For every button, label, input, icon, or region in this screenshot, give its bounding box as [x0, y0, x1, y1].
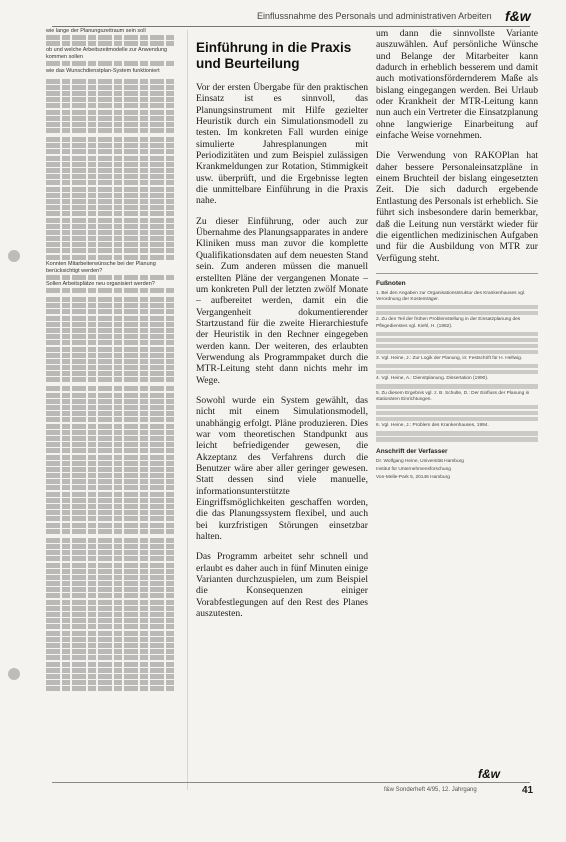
- list-item: Konnten Mitarbeiterwünsche bei der Planung berücksichtigt werden?: [46, 260, 156, 274]
- paragraph: Zu dieser Einführung, oder auch zur Übernahme des Planungsapparates in andere Kliniken muss man zuvor die komplette Qualifikationsdaten auf dem neuesten Stand sein. Zum anderen müssen die manuell erstellten Pläne der vergangenen Monate – um konkreten Pull der letzten zwölf Monate – aufbereitet werden, damit ein die Vergangenheit dokumentierender Startzustand für die zweite Hierarchiestufe der Heuristik in den Rechner eingegeben werden kann. Der weiteren, des erlaubten Verwendung als Programmpaket durch die MTR-Leitung steht dann nichts mehr im Wege.: [196, 215, 368, 386]
- text-block: [46, 79, 174, 134]
- author-line: Von-Melle-Park 5, 20146 Hamburg: [376, 475, 450, 481]
- punch-hole: [8, 668, 20, 680]
- footer-logo: f&w: [478, 767, 500, 781]
- footnote: 6. Vgl. Heine, J.: Problem des Krankenhauses, 1994.: [376, 423, 538, 441]
- punch-hole: [8, 250, 20, 262]
- footnote: 5. Zu diesem Ergebnis vgl. z. B. Schulte, D.: Der Einfluss der Planung in stationären Einrichtungen.: [376, 391, 538, 422]
- text-block: [46, 137, 174, 293]
- list-item: wie das Wunschdienstplan-System funktioniert: [46, 67, 160, 74]
- footnote: 2. Zu den Teil der frühen Problemstellung in der Einsatzplanung des Pflegedienstes vgl. Kiehl, H. (1982).: [376, 317, 538, 354]
- paragraph: um dann die sinnvollste Variante auszuwählen. Auf persönliche Wünsche und Belange der Mitarbeiter kann dadurch in erheblich besserem und damit auch motivationsfördernderem Maße als bislang eingegangen werden. Bei Urlaub oder Krankheit der MTR-Leitung kann nun auch ein Vertreter die Einsatzplanung ohne langwierige Einarbeitung auf einfache Weise vornehmen.: [376, 28, 538, 142]
- author-line: Dr. Wolfgang Heine, Universität Hamburg: [376, 458, 464, 464]
- page-header: [52, 10, 530, 27]
- paragraph: Sowohl wurde ein System gewählt, das nicht mit einem Simulationsmodell, unabhängig erfolgt. Pläne produzieren. Dies war vom theoretischen Standpunkt aus leicht befriedigender gewesen, die Akzeptanz des Verfahrens durch die Benutzer wäre aber aller geringer gewesen. Statt dessen sind viele manuelle, informationsunterstützte Eingriffsmöglichkeiten geschaffen worden, die das Planungssystem flexibel, und auch bei kurzfristigen Störungen einsetzbar halten.: [196, 394, 368, 543]
- paragraph: Das Programm arbeitet sehr schnell und erlaubt es daher auch in fünf Minuten einige Varianten durchzuspielen, um zum Beispiel die Konsequenzen einiger Vorabfestlegungen auf den Rest des Planes auszutesten.: [196, 551, 368, 620]
- section-heading: Einführung in die Praxis und Beurteilung: [196, 40, 352, 71]
- authors-title: Anschrift der Verfasser: [376, 447, 448, 455]
- running-header: Einflussnahme des Personals und administrativen Arbeiten: [257, 11, 492, 21]
- journal-logo: f&w: [505, 8, 531, 24]
- author-line: Institut für Unternehmensforschung: [376, 466, 451, 472]
- text-block: [46, 538, 174, 692]
- divider: [376, 273, 538, 274]
- left-column: [46, 28, 174, 798]
- page-footer: [52, 782, 534, 801]
- text-block: [46, 297, 174, 382]
- footnote: 3. Vgl. Heine, J.: Zur Logik der Planung, in: Festschrift für H. Hellwig.: [376, 356, 538, 374]
- list-item: wie lange der Planungszeitraum sein soll: [46, 28, 146, 34]
- footnote: 4. Vgl. Heine, A.: Dienstplanung. Dissertation (1990).: [376, 376, 538, 388]
- paragraph: Vor der ersten Übergabe für den praktischen Einsatz ist es sinnvoll, das Planungsinstrument mit Hilfe gezielter Heuristik durch ein Simulationsmodell zu testen. Im konkreten Fall wurden einige simulierte Jahresplanungen mit Periodizitäten und zum Beispiel zulässigen Krankmeldungen zur Rotation, Stimmigkeit usw. überprüft, und die Ergebnisse legten die unmittelbare Einführung in die Praxis nahe.: [196, 82, 368, 207]
- paragraph: Die Verwendung von RAKOPlan hat daher bessere Personaleinsatzpläne in einem Bruchteil der bislang eingesetzten Zeit. Die sich dadurch ergebende Entlastung des Personals ist erheblich. Sie führt sich insbesondere darin bemerkbar, daß die Leitung nun verstärkt wieder für die eigentlichen medizinischen Aufgaben und für die Ausbildung von MTR zur Verfügung steht.: [376, 150, 538, 264]
- page-number: 41: [522, 785, 534, 796]
- question-list: [46, 28, 174, 75]
- footnote: 1. Bei den Angaben zur Organisationsstruktur des Krankenhauses vgl. Verordnung der Kostenträger.: [376, 291, 538, 316]
- middle-column: [196, 40, 368, 802]
- right-column: [376, 28, 538, 788]
- journal-issue: f&w Sonderheft 4/95, 12. Jahrgang: [384, 787, 477, 793]
- column-divider: [187, 30, 188, 790]
- list-item: ob und welche Arbeitszeitmodelle zur Anwendung kommen sollen: [46, 47, 168, 61]
- footnotes-title: Fußnoten: [376, 279, 406, 287]
- text-block: [46, 386, 174, 533]
- list-item: Sollen Arbeitsplätze neu organisiert werden?: [46, 281, 155, 287]
